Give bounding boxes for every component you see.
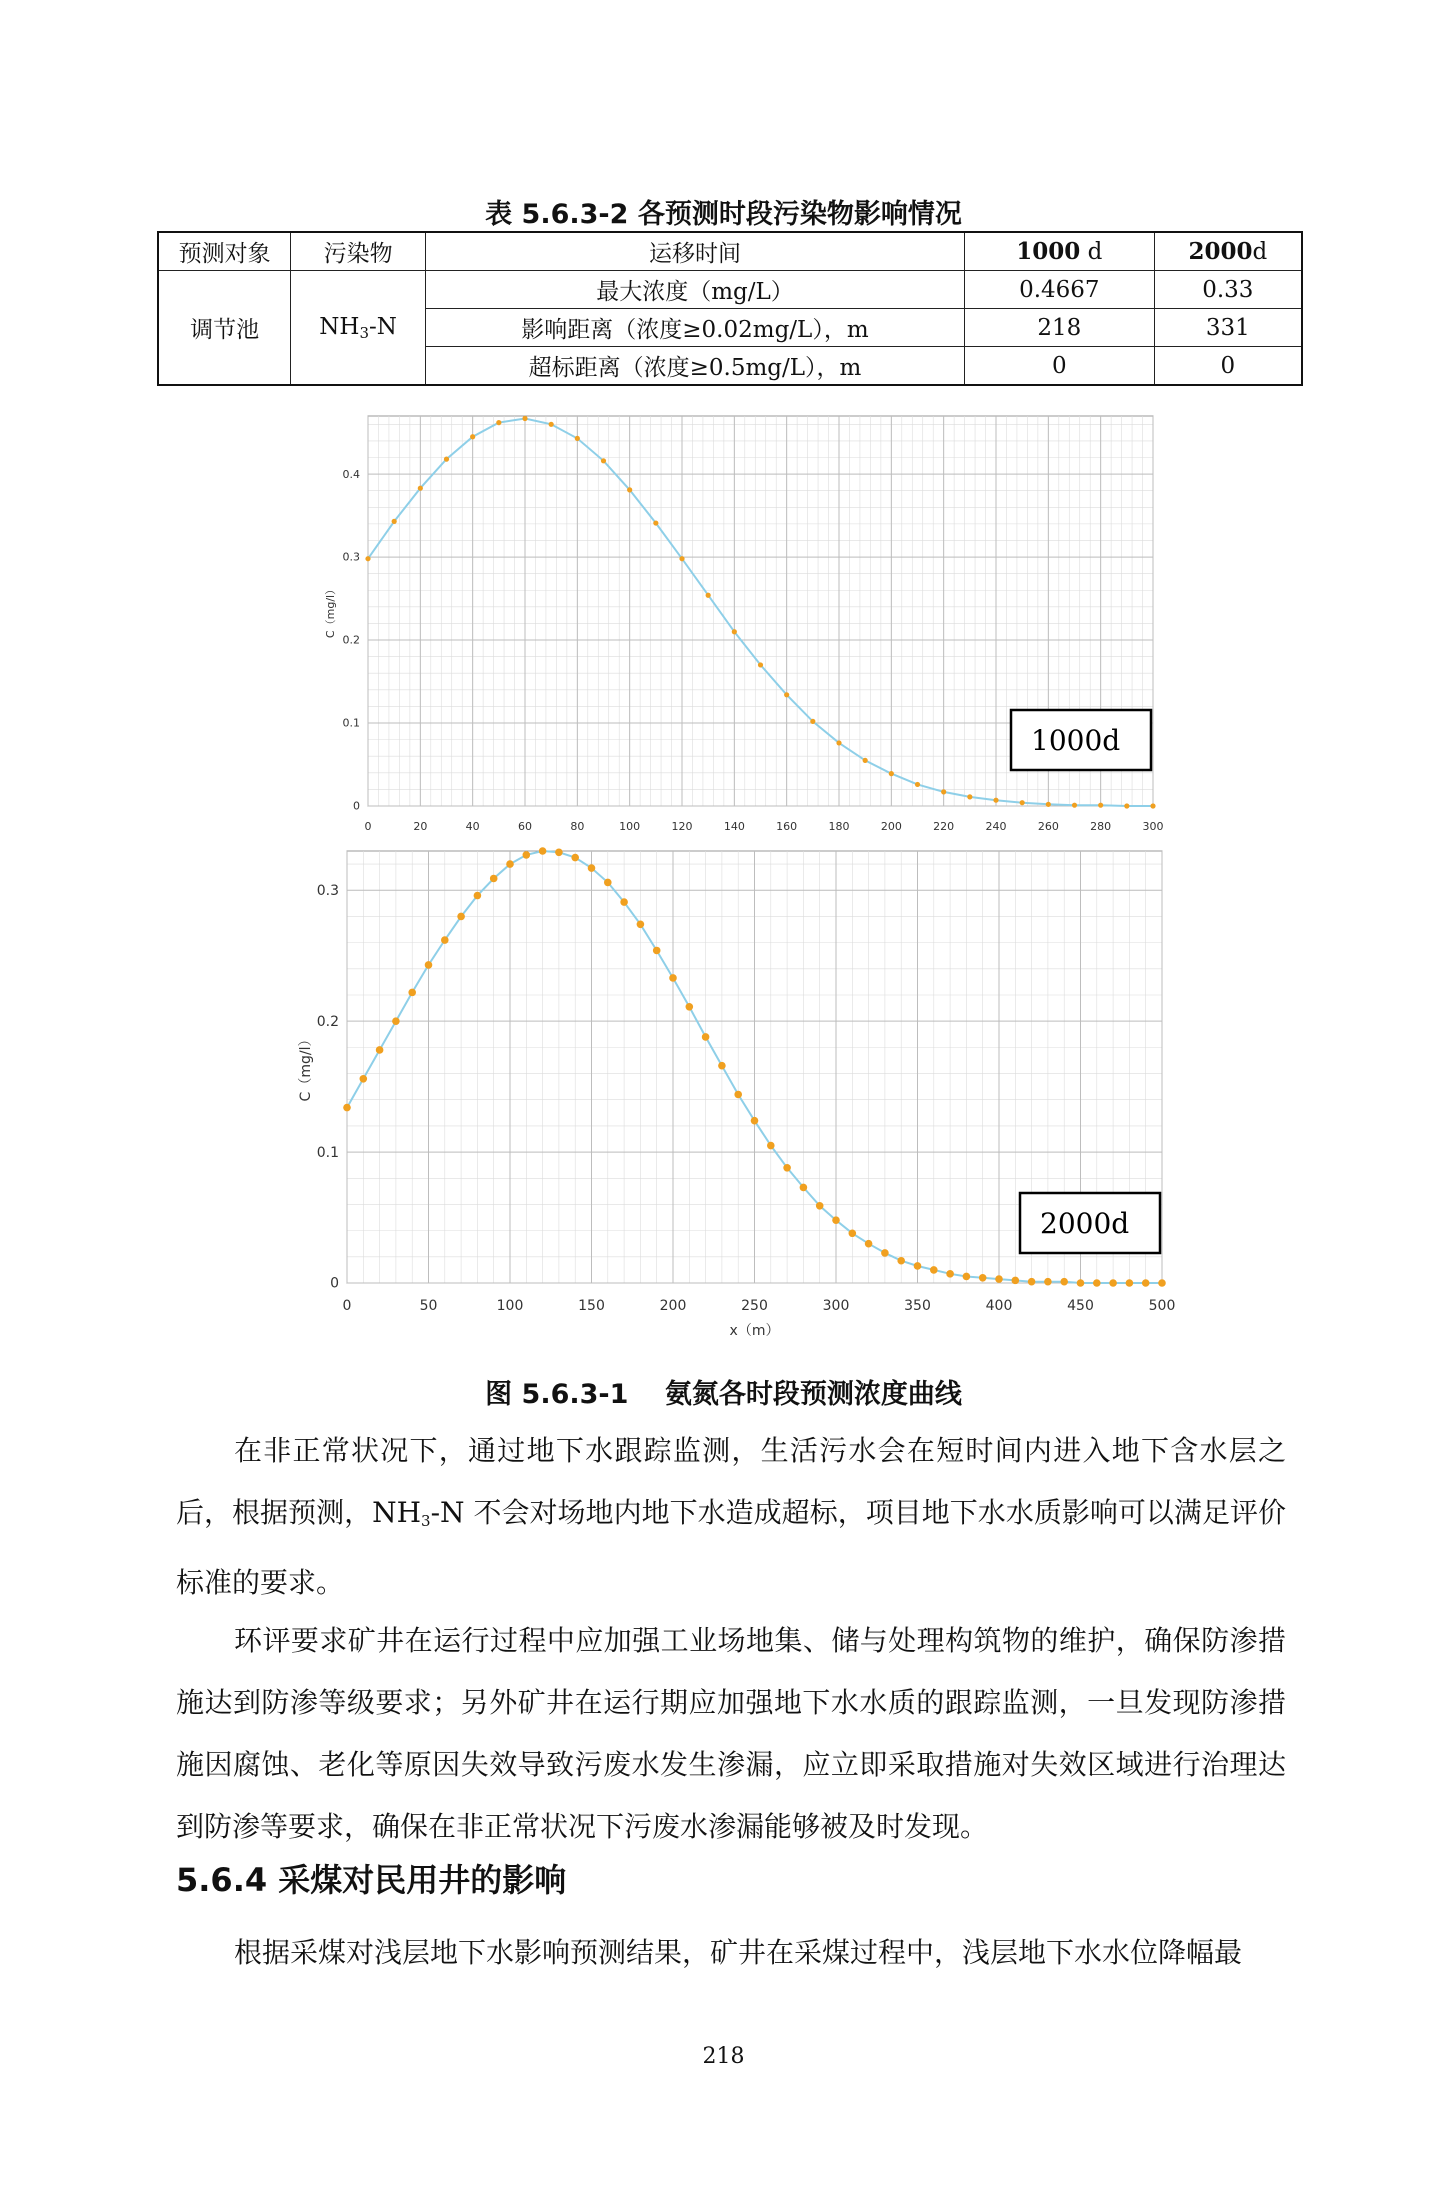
pollution-impact-table (157, 231, 1303, 386)
row-value-2000d: 331 (1154, 309, 1302, 347)
y-tick-label: 0.2 (316, 1013, 339, 1030)
x-tick-label: 400 (985, 1298, 1013, 1314)
y-axis-label: C（mg/l） (324, 583, 337, 639)
data-point (604, 879, 612, 887)
x-tick-label: 220 (933, 820, 955, 833)
figure-caption: 图 5.6.3-1 氨氮各时段预测浓度曲线 (485, 1379, 962, 1410)
data-point (914, 1262, 922, 1270)
data-point (946, 1270, 954, 1278)
data-point (832, 1216, 840, 1224)
x-tick-label: 300 (1142, 820, 1164, 833)
x-tick-label: 160 (776, 820, 798, 833)
header-pollutant: 污染物 (291, 232, 426, 271)
data-point (425, 961, 433, 969)
cell-object: 调节池 (158, 271, 291, 386)
data-point (522, 416, 527, 421)
row-value-1000d: 0 (964, 347, 1154, 386)
data-point (523, 851, 531, 859)
data-point (549, 422, 554, 427)
x-tick-label: 250 (741, 1298, 768, 1314)
data-point (1012, 1277, 1020, 1285)
data-point (941, 789, 946, 794)
chart-1000d (320, 410, 1170, 838)
data-point (1142, 1279, 1150, 1287)
table-row (158, 271, 1302, 309)
pollutant-suffix: -N (369, 313, 397, 340)
data-point (571, 854, 579, 862)
row-value-1000d: 218 (964, 309, 1154, 347)
data-point (601, 458, 606, 463)
row-value-1000d: 0.4667 (964, 271, 1154, 309)
data-point (1020, 800, 1025, 805)
data-point (555, 849, 563, 857)
data-point (1126, 1279, 1134, 1287)
x-tick-label: 120 (671, 820, 693, 833)
data-point (836, 740, 841, 745)
data-point (863, 758, 868, 763)
data-point (930, 1266, 938, 1274)
data-point (627, 487, 632, 492)
data-point (444, 457, 449, 462)
paragraph-1-subscript: 3 (421, 1512, 431, 1530)
data-point (881, 1249, 889, 1257)
y-tick-label: 0.3 (316, 882, 339, 899)
row-label: 最大浓度（mg/L） (425, 271, 964, 309)
y-tick-label: 0.4 (342, 467, 360, 481)
data-point (343, 1104, 351, 1112)
x-tick-label: 40 (465, 820, 480, 833)
data-point (620, 898, 628, 906)
data-point (865, 1240, 873, 1248)
x-tick-label: 260 (1037, 820, 1059, 833)
data-point (732, 629, 737, 634)
header-2000d (1154, 232, 1302, 271)
data-point (418, 486, 423, 491)
y-tick-label: 0.2 (342, 633, 360, 647)
data-point (1072, 803, 1077, 808)
data-point (967, 794, 972, 799)
data-point (441, 936, 449, 944)
row-label: 影响距离（浓度≥0.02mg/L），m (425, 309, 964, 347)
header-1000d-number: 1000 (1016, 238, 1081, 265)
header-1000d-unit: d (1080, 239, 1103, 265)
header-time: 运移时间 (425, 232, 964, 271)
data-point (470, 434, 475, 439)
data-point (1158, 1279, 1166, 1287)
paragraph-3: 根据采煤对浅层地下水影响预测结果，矿井在采煤过程中，浅层地下水水位降幅最 (234, 1936, 1243, 1969)
data-point (758, 662, 763, 667)
data-point (1028, 1278, 1036, 1286)
y-axis-label: C（mg/l） (298, 1032, 314, 1102)
y-tick-label: 0.1 (316, 1144, 339, 1161)
header-2000d-number: 2000 (1188, 238, 1253, 265)
data-point (751, 1117, 759, 1125)
data-point (849, 1229, 857, 1237)
data-point (706, 593, 711, 598)
data-point (1044, 1278, 1052, 1286)
header-2000d-unit: d (1252, 239, 1268, 265)
x-tick-label: 200 (880, 820, 902, 833)
y-tick-label: 0 (330, 1275, 339, 1292)
data-point (408, 989, 416, 997)
data-point (575, 436, 580, 441)
data-point (653, 947, 661, 955)
data-point (1098, 803, 1103, 808)
data-point (734, 1091, 742, 1099)
data-point (392, 1017, 400, 1025)
data-point (376, 1046, 384, 1054)
data-point (702, 1033, 710, 1041)
data-point (1109, 1279, 1117, 1287)
data-point (490, 875, 498, 883)
pollutant-text: NH (319, 313, 360, 340)
data-point (457, 913, 465, 921)
data-point (360, 1075, 368, 1083)
data-point (1150, 803, 1155, 808)
data-point (767, 1142, 775, 1150)
data-point (679, 556, 684, 561)
x-tick-label: 180 (828, 820, 850, 833)
data-point (783, 1164, 791, 1172)
data-point (1093, 1279, 1101, 1287)
chart-2000d (295, 843, 1185, 1348)
data-point (963, 1273, 971, 1281)
data-point (1124, 803, 1129, 808)
data-point (993, 798, 998, 803)
x-tick-label: 280 (1090, 820, 1112, 833)
y-tick-label: 0.1 (342, 716, 360, 730)
x-tick-label: 350 (904, 1298, 931, 1314)
paragraph-1-text-a: 在非正常状况下，通过地下水跟踪监测，生活污水会在短时间内进入地下含水层之后，根据预测，NH (176, 1434, 1286, 1529)
x-tick-label: 450 (1067, 1298, 1094, 1314)
data-point (816, 1202, 824, 1210)
data-point (588, 864, 596, 872)
data-point (810, 719, 815, 724)
data-point (979, 1274, 987, 1282)
y-tick-label: 0.3 (342, 550, 360, 564)
data-point (1077, 1279, 1085, 1287)
x-tick-label: 0 (342, 1298, 352, 1314)
data-point (506, 860, 514, 868)
row-label: 超标距离（浓度≥0.5mg/L），m (425, 347, 964, 386)
data-point (474, 892, 482, 900)
x-tick-label: 150 (578, 1298, 605, 1314)
data-point (897, 1257, 905, 1265)
data-point (800, 1184, 808, 1192)
data-point (496, 420, 501, 425)
x-tick-label: 100 (619, 820, 641, 833)
time-label-text: 1000d (1031, 724, 1121, 757)
paragraph-2: 环评要求矿井在运行过程中应加强工业场地集、储与处理构筑物的维护，确保防渗措施达到防渗等级要求；另外矿井在运行期应加强地下水水质的跟踪监测，一旦发现防渗措施因腐蚀、老化等原因失效导致污废水发生渗漏，应立即采取措施对失效区域进行治理达到防渗等要求，确保在非正常状况下污废水渗漏能够被及时发现。 (176, 1624, 1286, 1843)
data-point (915, 782, 920, 787)
time-label-text: 2000d (1040, 1207, 1130, 1240)
paragraph-1 (176, 1420, 1286, 1614)
x-axis-label: x（m） (729, 1323, 780, 1339)
table-caption: 表 5.6.3-2 各预测时段污染物影响情况 (485, 199, 962, 230)
data-point (669, 974, 677, 982)
data-point (392, 519, 397, 524)
data-point (653, 520, 658, 525)
row-value-2000d: 0 (1154, 347, 1302, 386)
cell-pollutant (291, 271, 426, 386)
x-tick-label: 240 (985, 820, 1007, 833)
x-tick-label: 80 (570, 820, 585, 833)
data-point (784, 692, 789, 697)
x-tick-label: 200 (659, 1298, 687, 1314)
page-number: 218 (702, 2044, 745, 2069)
x-tick-label: 140 (723, 820, 745, 833)
header-1000d (964, 232, 1154, 271)
x-tick-label: 300 (822, 1298, 850, 1314)
data-point (718, 1062, 726, 1070)
data-point (1060, 1278, 1068, 1286)
x-tick-label: 20 (413, 820, 428, 833)
data-point (637, 921, 645, 929)
row-value-2000d: 0.33 (1154, 271, 1302, 309)
paragraph-1-text-b: -N 不会对场地内地下水造成超标，项目地下水水质影响可以满足评价标准的要求。 (176, 1496, 1286, 1599)
x-tick-label: 0 (364, 820, 372, 833)
pollutant-subscript: 3 (359, 323, 369, 342)
section-heading: 5.6.4 采煤对民用井的影响 (176, 1861, 567, 1899)
header-object: 预测对象 (158, 232, 291, 271)
x-tick-label: 100 (496, 1298, 524, 1314)
data-point (365, 556, 370, 561)
x-tick-label: 60 (518, 820, 532, 833)
y-tick-label: 0 (353, 799, 360, 813)
data-point (995, 1275, 1003, 1283)
data-point (686, 1003, 694, 1011)
x-tick-label: 50 (419, 1298, 438, 1314)
data-point (539, 847, 547, 855)
table-header-row (158, 232, 1302, 271)
data-point (1046, 802, 1051, 807)
data-point (889, 771, 894, 776)
x-tick-label: 500 (1148, 1298, 1176, 1314)
